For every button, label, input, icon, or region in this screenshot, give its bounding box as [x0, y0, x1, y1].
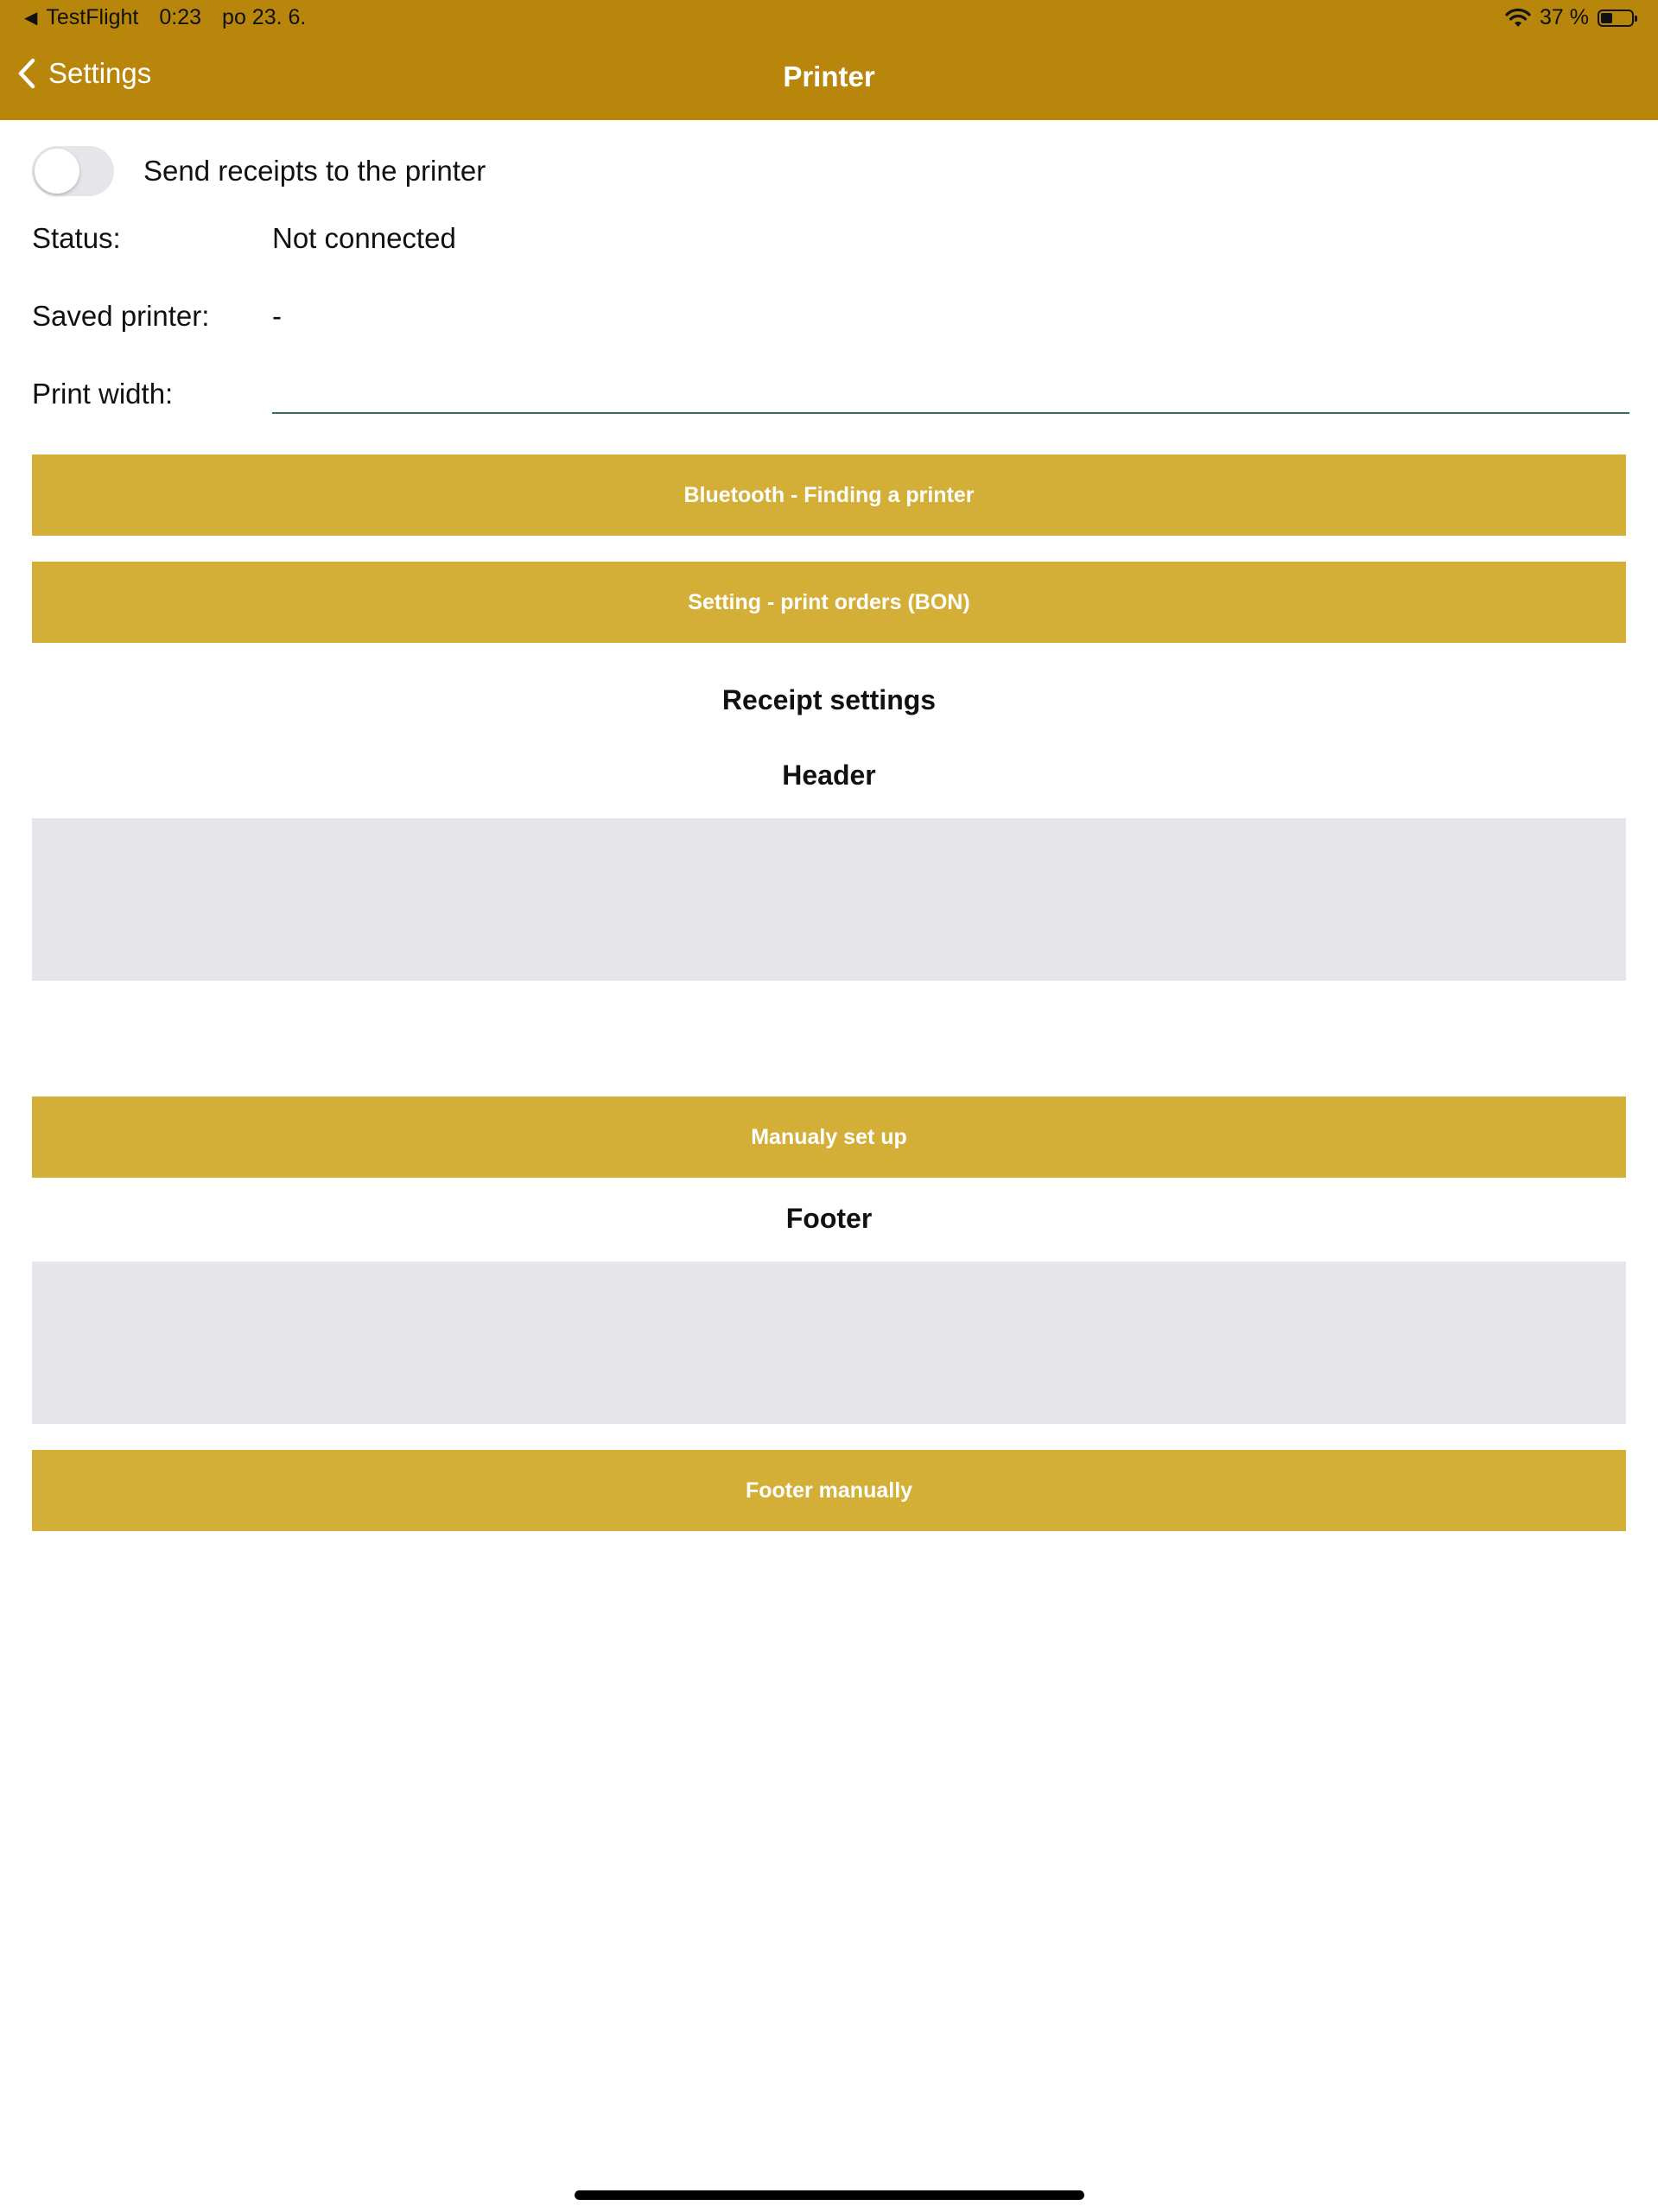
- status-value: Not connected: [272, 222, 456, 254]
- saved-printer-row: [32, 300, 282, 333]
- print-width-input[interactable]: [272, 359, 1629, 414]
- footer-text-area[interactable]: [32, 1262, 1626, 1424]
- header-title: Header: [782, 760, 876, 791]
- status-bar-right: [1505, 5, 1634, 30]
- top-bar: [0, 0, 1658, 120]
- saved-printer-value: -: [272, 300, 282, 332]
- bluetooth-find-printer-button[interactable]: Bluetooth - Finding a printer: [32, 454, 1626, 536]
- send-receipts-row: [32, 146, 486, 196]
- battery-percent: 37 %: [1540, 5, 1589, 29]
- header-text-area[interactable]: [32, 818, 1626, 981]
- status-time: 0:23: [159, 5, 202, 29]
- status-bar-left[interactable]: [24, 5, 306, 30]
- page-title: Printer: [783, 60, 875, 92]
- receipt-settings-title: Receipt settings: [721, 684, 937, 715]
- send-receipts-toggle[interactable]: [32, 146, 114, 196]
- wifi-icon: [1505, 8, 1531, 29]
- back-app-label[interactable]: TestFlight: [46, 5, 139, 29]
- status-row: [32, 222, 456, 255]
- footer-title: Footer: [785, 1203, 873, 1234]
- home-indicator[interactable]: [575, 2190, 1084, 2200]
- battery-icon: [1598, 10, 1634, 27]
- back-label[interactable]: Settings: [48, 57, 152, 89]
- back-triangle-icon: ◀: [24, 9, 38, 28]
- saved-printer-label: Saved printer:: [32, 300, 210, 332]
- send-receipts-label: Send receipts to the printer: [143, 155, 486, 187]
- footer-manual-button[interactable]: Footer manually: [32, 1450, 1626, 1531]
- status-label: Status:: [32, 222, 121, 254]
- manual-setup-button[interactable]: Manualy set up: [32, 1096, 1626, 1178]
- print-width-label: Print width:: [32, 378, 174, 410]
- print-orders-bon-button[interactable]: Setting - print orders (BON): [32, 562, 1626, 643]
- status-date: po 23. 6.: [222, 5, 307, 29]
- print-width-row: [32, 378, 272, 410]
- battery-fill: [1601, 13, 1612, 23]
- toggle-knob: [35, 149, 79, 194]
